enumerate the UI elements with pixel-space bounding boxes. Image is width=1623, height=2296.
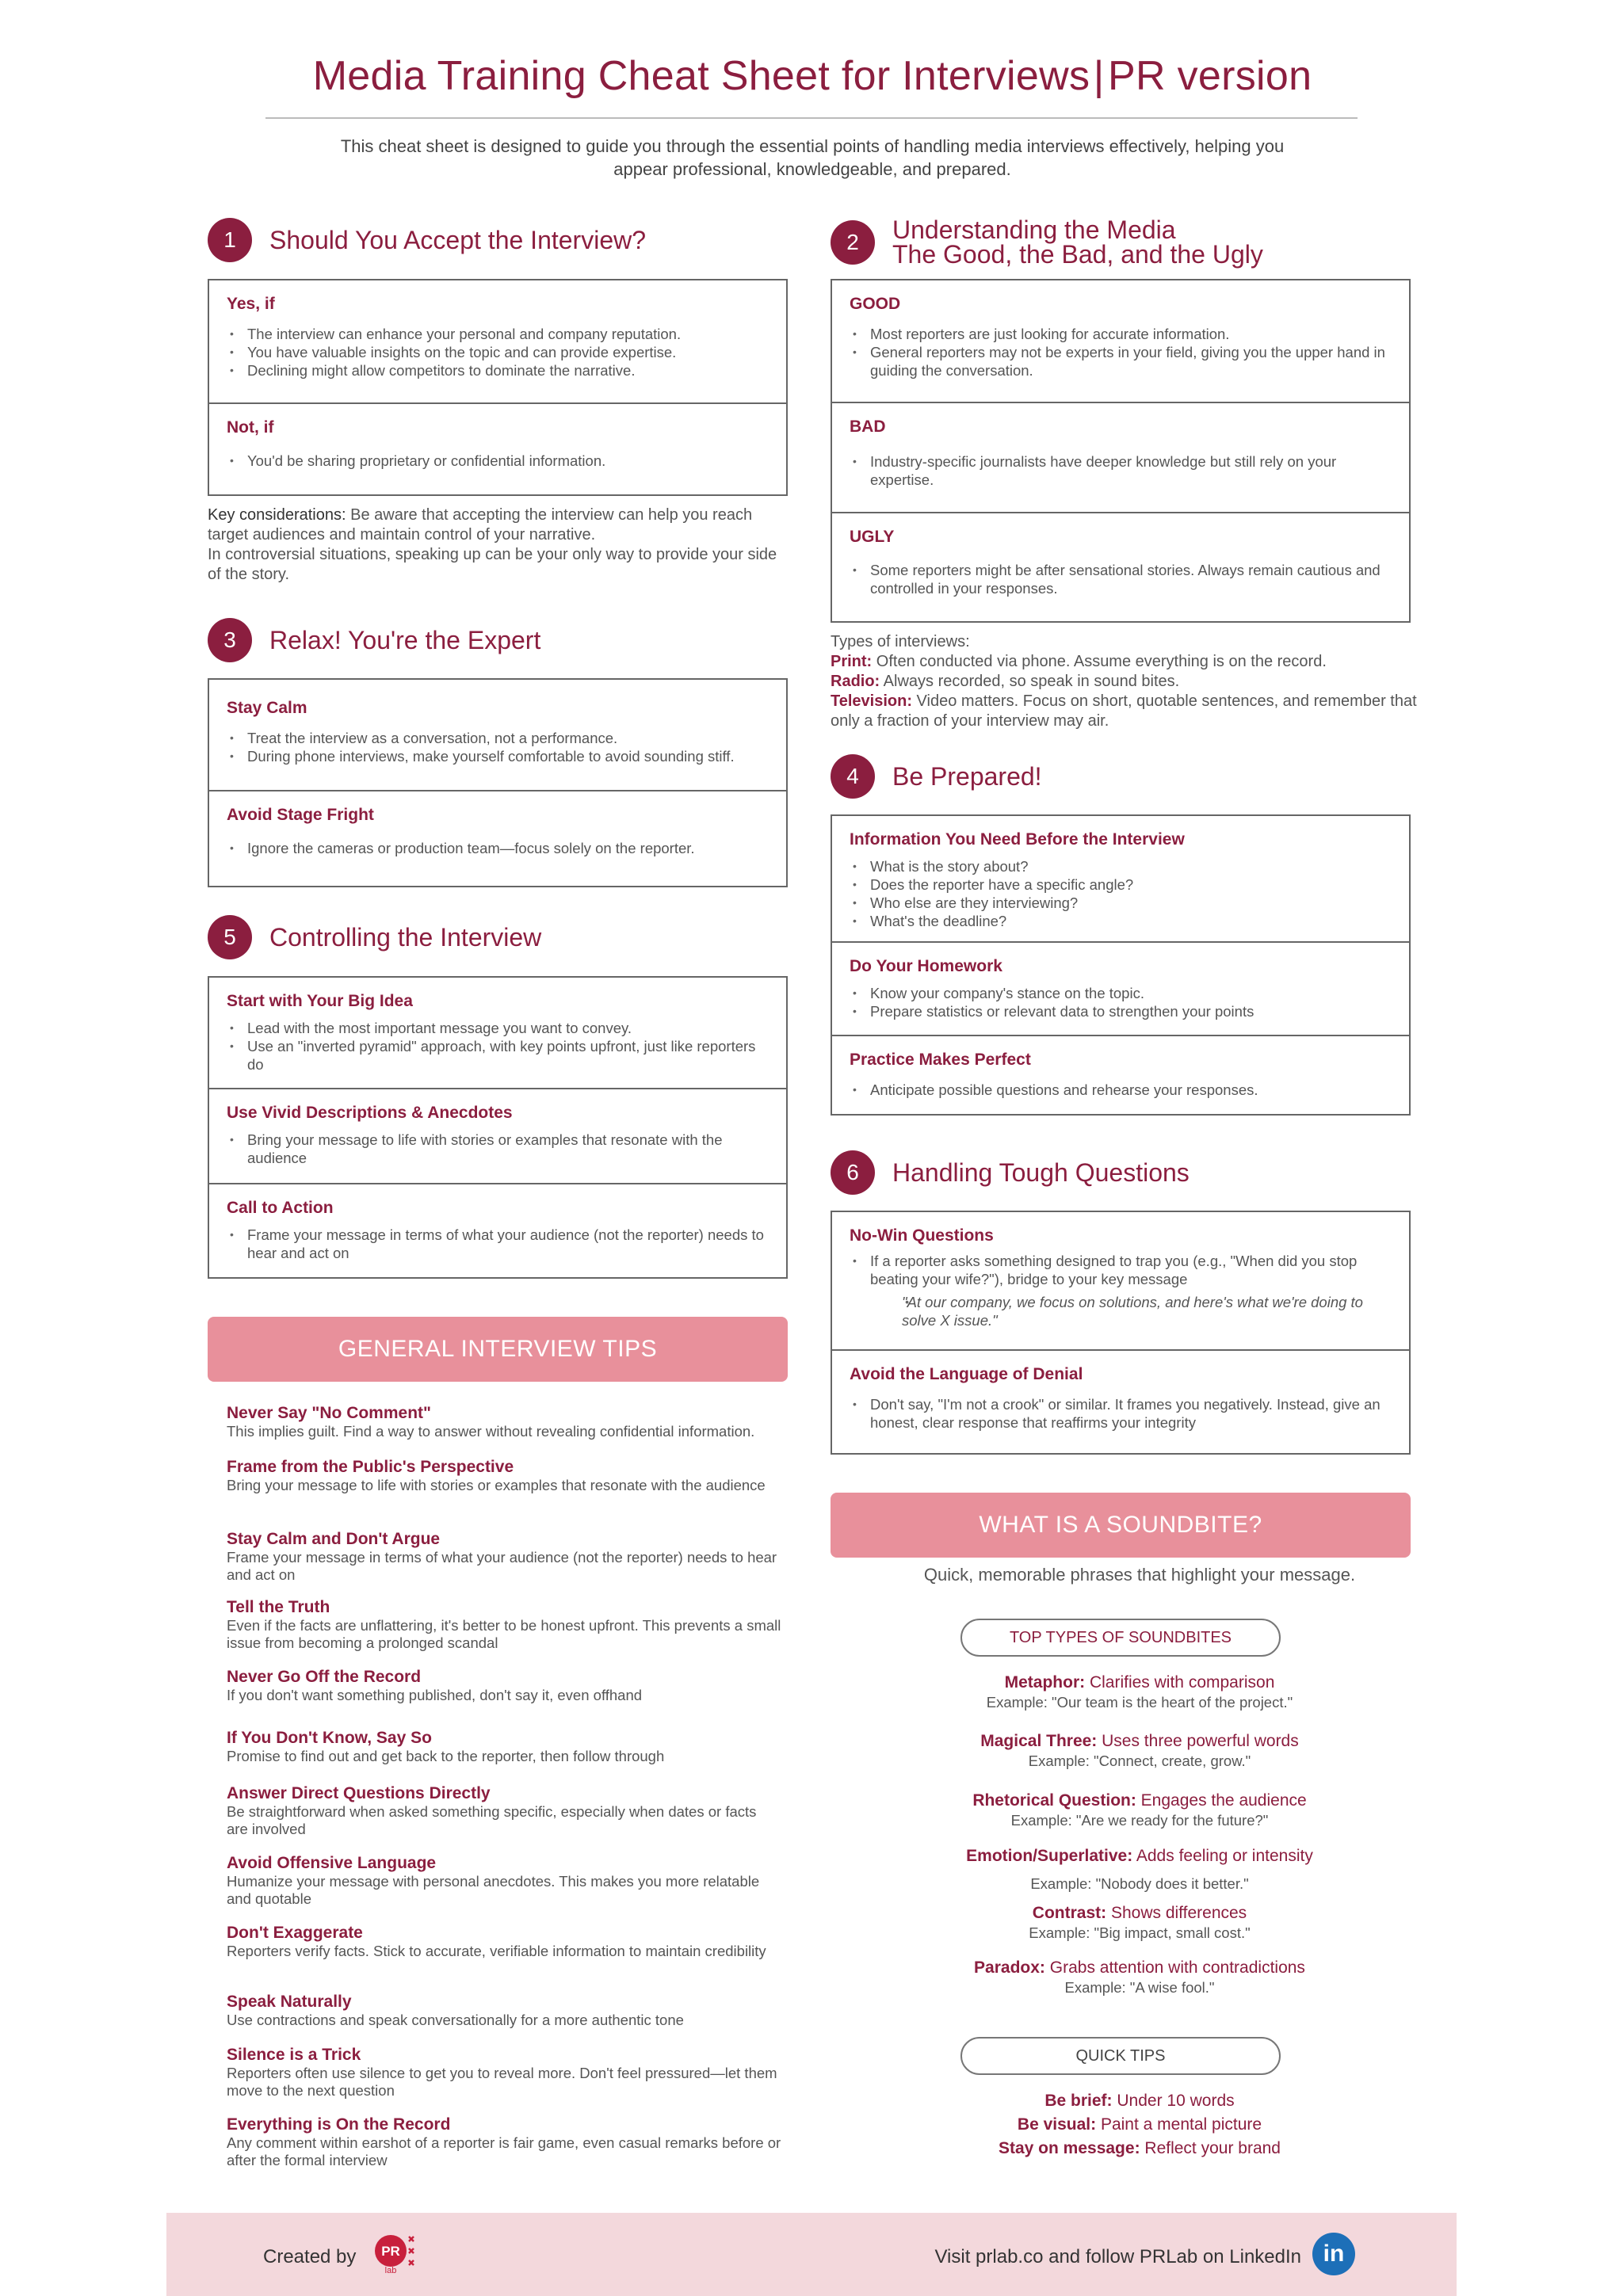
vivid-cell (209, 1089, 786, 1184)
list-item: • Ignore the cameras or production team—focus solely on the reporter. (227, 839, 770, 857)
tip-heading: Tell the Truth (227, 1598, 330, 1616)
title-divider (265, 117, 1358, 119)
logo-lab-text: lab (384, 2266, 397, 2275)
section-title: Relax! You're the Expert (269, 625, 541, 654)
section-1-header (208, 218, 646, 262)
quick-tips-pill: QUICK TIPS (960, 2037, 1281, 2075)
soundbite-type (831, 1730, 1449, 1770)
type-desc: Shows differences (1106, 1904, 1247, 1922)
tip-text: Use contractions and speak conversationally for a more authentic tone (227, 2012, 684, 2028)
logo-pr-text: PR (381, 2244, 400, 2259)
prepared-box (831, 814, 1411, 1116)
soundbite-type (831, 1845, 1449, 1893)
tip-item (227, 1924, 781, 1960)
footer (166, 2213, 1457, 2296)
cell-heading: Practice Makes Perfect (850, 1051, 1031, 1069)
section-number: 6 (831, 1150, 875, 1195)
info-cell (832, 816, 1409, 943)
section-title: Controlling the Interview (269, 922, 542, 952)
tip-item (227, 2046, 781, 2100)
tough-questions-box (831, 1211, 1411, 1455)
tip-heading: Silence is a Trick (227, 2046, 361, 2064)
cell-heading: Stay Calm (227, 699, 307, 717)
quick-tips-list (831, 2090, 1449, 2159)
section-number: 5 (208, 915, 252, 959)
type-desc: Clarifies with comparison (1085, 1673, 1275, 1691)
type-example: Example: "Our team is the heart of the project." (986, 1694, 1293, 1711)
tip-heading: Speak Naturally (227, 1993, 352, 2011)
tip-item (227, 1530, 781, 1584)
section-title: Should You Accept the Interview? (269, 225, 647, 254)
type-label: Print: (831, 653, 873, 670)
soundbite-banner: WHAT IS A SOUNDBITE? (831, 1493, 1411, 1558)
tip-item (227, 1598, 781, 1652)
tip-heading: Frame from the Public's Perspective (227, 1458, 514, 1476)
list-item: • General reporters may not be experts in your field, giving you the upper hand in guiding the conversation. (850, 343, 1393, 379)
general-tips-banner: GENERAL INTERVIEW TIPS (208, 1317, 788, 1382)
tip-heading: Avoid Offensive Language (227, 1854, 437, 1872)
stay-calm-cell (209, 680, 786, 791)
tip-heading: If You Don't Know, Say So (227, 1729, 432, 1747)
cell-heading: Not, if (227, 418, 274, 437)
cell-heading: Avoid the Language of Denial (850, 1365, 1083, 1383)
soundbite-type (831, 1672, 1449, 1711)
section-number: 3 (208, 618, 252, 662)
type-desc: Grabs attention with contradictions (1044, 1958, 1305, 1977)
tip-item (227, 1993, 781, 2029)
tip-heading: Answer Direct Questions Directly (227, 1784, 491, 1802)
tip-item (227, 1458, 781, 1494)
type-desc: Adds feeling or intensity (1132, 1847, 1313, 1865)
tip-text: Be straightforward when asked something specific, especially when dates or facts are involved (227, 1803, 757, 1837)
media-box (831, 279, 1411, 623)
list-item: • Bring your message to life with stories or examples that resonate with the audience (227, 1131, 770, 1167)
ugly-cell (832, 513, 1409, 621)
cell-heading: Call to Action (227, 1199, 334, 1217)
tip-item (227, 1784, 781, 1838)
type-label: Emotion/Superlative: (966, 1847, 1133, 1865)
tip-heading: Never Say "No Comment" (227, 1404, 431, 1422)
list-item: • Know your company's stance on the topic. (850, 984, 1393, 1002)
tip-label: Be visual: (1017, 2115, 1097, 2134)
homework-cell (832, 943, 1409, 1036)
sub-list-item: • "At our company, we focus on solutions, and here's what we're doing to solve X issue." (850, 1293, 1393, 1329)
type-label: Paradox: (974, 1958, 1045, 1977)
list-item: • The interview can enhance your personal and company reputation. (227, 325, 770, 343)
type-label: Rhetorical Question: (972, 1791, 1136, 1810)
section-title (892, 215, 1263, 269)
bad-cell (832, 403, 1409, 513)
top-types-pill: TOP TYPES OF SOUNDBITES (960, 1619, 1281, 1657)
key-text-2: In controversial situations, speaking up can be your only way to provide your side of the story. (208, 546, 777, 583)
cell-heading: UGLY (850, 528, 895, 546)
section-number: 2 (831, 220, 875, 265)
accept-box (208, 279, 788, 496)
list-item: • Don't say, "I'm not a crook" or similar. It frames you negatively. Instead, give an honest, clear response that reaffirms your integrity (850, 1395, 1393, 1432)
section-6-header (831, 1150, 1190, 1195)
denial-cell (832, 1351, 1409, 1453)
type-text: Video matters. Focus on short, quotable sentences, and remember that only a fraction of your interview may air. (831, 692, 1417, 730)
cell-heading: Start with Your Big Idea (227, 992, 413, 1010)
interview-types (831, 632, 1417, 731)
list-item: • You'd be sharing proprietary or confidential information. (227, 452, 770, 470)
big-idea-cell (209, 978, 786, 1089)
tip-text: Any comment within earshot of a reporter is fair game, even casual remarks before or after the formal interview (227, 2134, 781, 2168)
list-item: • Does the reporter have a specific angle? (850, 875, 1393, 894)
soundbite-subtitle: Quick, memorable phrases that highlight your message. (923, 1565, 1356, 1585)
key-text: Be aware that accepting the interview can help you reach target audiences and maintain control of your narrative. (208, 506, 753, 543)
type-example: Example: "Big impact, small cost." (1029, 1924, 1251, 1941)
tip-text: Reporters verify facts. Stick to accurate, verifiable information to maintain credibility (227, 1943, 766, 1959)
linkedin-icon[interactable]: in (1312, 2233, 1355, 2275)
page-title (265, 52, 1359, 100)
type-desc: Engages the audience (1136, 1791, 1307, 1810)
cell-heading: BAD (850, 418, 886, 436)
type-desc: Uses three powerful words (1097, 1732, 1299, 1750)
section-number: 1 (208, 218, 252, 262)
tip-desc: Under 10 words (1112, 2092, 1235, 2110)
type-text: Always recorded, so speak in sound bites. (880, 673, 1180, 690)
tip-label: Stay on message: (998, 2139, 1140, 2157)
tip-text: Promise to find out and get back to the reporter, then follow through (227, 1748, 665, 1764)
section-title: Be Prepared! (892, 761, 1042, 791)
soundbite-type (831, 1902, 1449, 1942)
stage-fright-cell (209, 791, 786, 886)
intro-text: This cheat sheet is designed to guide you through the essential points of handling media interviews effectively, helping you appear professional, knowledgeable, and prepared. (340, 136, 1285, 179)
visit-link-text[interactable]: Visit prlab.co and follow PRLab on LinkedIn (934, 2246, 1301, 2267)
tip-item (227, 2115, 781, 2169)
tip-heading: Never Go Off the Record (227, 1668, 422, 1686)
list-item: • Most reporters are just looking for accurate information. (850, 325, 1393, 343)
type-example: Example: "Connect, create, grow." (1028, 1753, 1251, 1769)
prlab-logo-icon[interactable] (374, 2232, 420, 2278)
type-example: Example: "Nobody does it better." (1030, 1875, 1249, 1892)
list-item: • Frame your message in terms of what your audience (not the reporter) needs to hear and act on (227, 1226, 770, 1262)
no-win-cell (832, 1212, 1409, 1351)
list-item: • Anticipate possible questions and rehearse your responses. (850, 1081, 1393, 1099)
expert-box (208, 678, 788, 887)
cell-heading: GOOD (850, 295, 901, 313)
type-text: Often conducted via phone. Assume everything is on the record. (872, 653, 1327, 670)
title-version: PR version (1107, 53, 1312, 99)
title-separator: | (1093, 53, 1105, 99)
type-label: Metaphor: (1004, 1673, 1086, 1691)
controlling-box (208, 976, 788, 1279)
tip-text: If you don't want something published, don't say it, even offhand (227, 1687, 643, 1703)
type-example: Example: "A wise fool." (1064, 1979, 1215, 1996)
list-item: • Some reporters might be after sensational stories. Always remain cautious and controlled in your responses. (850, 561, 1393, 597)
cell-heading: Do Your Homework (850, 957, 1002, 975)
list-item: • If a reporter asks something designed to trap you (e.g., "When did you stop beating your wife?"), bridge to your key message (850, 1252, 1393, 1288)
tip-text: Humanize your message with personal anecdotes. This makes you more relatable and quotable (227, 1873, 760, 1907)
cell-heading: Yes, if (227, 295, 275, 313)
list-item: • Prepare statistics or relevant data to strengthen your points (850, 1002, 1393, 1020)
section-4-header (831, 754, 1042, 799)
cell-heading: Avoid Stage Fright (227, 806, 374, 824)
section-5-header (208, 915, 541, 959)
cell-heading: No-Win Questions (850, 1226, 994, 1245)
section-title-line-1: Understanding the Media (892, 215, 1176, 244)
section-title-line-2: The Good, the Bad, and the Ugly (892, 240, 1263, 269)
cell-heading: Information You Need Before the Interview (850, 830, 1185, 849)
list-item: • Who else are they interviewing? (850, 894, 1393, 912)
type-example: Example: "Are we ready for the future?" (1010, 1812, 1269, 1829)
type-label: Radio: (831, 673, 880, 690)
list-item: • You have valuable insights on the topic and can provide expertise. (227, 343, 770, 361)
list-item: • Declining might allow competitors to dominate the narrative. (227, 361, 770, 379)
not-cell (209, 404, 786, 494)
soundbite-type (831, 1957, 1449, 1997)
yes-cell (209, 280, 786, 404)
section-number: 4 (831, 754, 875, 799)
soundbite-type (831, 1790, 1449, 1829)
practice-cell (832, 1036, 1409, 1114)
list-item: • Use an "inverted pyramid" approach, with key points upfront, just like reporters do (227, 1037, 770, 1074)
tip-heading: Don't Exaggerate (227, 1924, 363, 1942)
tip-item (227, 1404, 781, 1440)
tip-item (227, 1729, 781, 1765)
cta-cell (209, 1184, 786, 1277)
list-item: • What's the deadline? (850, 912, 1393, 930)
type-label: Magical Three: (980, 1732, 1098, 1750)
tip-heading: Stay Calm and Don't Argue (227, 1530, 441, 1548)
list-item: • Treat the interview as a conversation, not a performance. (227, 729, 770, 747)
good-cell (832, 280, 1409, 403)
section-3-header (208, 618, 540, 662)
list-item: • What is the story about? (850, 857, 1393, 875)
created-by-label: Created by (263, 2246, 357, 2267)
tip-text: Even if the facts are unflattering, it's better to be honest upfront. This prevents a small issue from becoming a prolonged scandal (227, 1617, 781, 1651)
title-main: Media Training Cheat Sheet for Interviews (312, 53, 1090, 99)
types-heading: Types of interviews: (831, 633, 970, 650)
tip-desc: Reflect your brand (1140, 2139, 1281, 2157)
type-label: Contrast: (1032, 1904, 1107, 1922)
tip-desc: Paint a mental picture (1096, 2115, 1262, 2134)
type-label: Television: (831, 692, 912, 710)
list-item: • Lead with the most important message you want to convey. (227, 1019, 770, 1037)
tip-text: This implies guilt. Find a way to answer without revealing confidential information. (227, 1423, 755, 1440)
key-considerations (208, 505, 790, 585)
section-title: Handling Tough Questions (892, 1158, 1190, 1187)
key-label: Key considerations: (208, 506, 346, 524)
cell-heading: Use Vivid Descriptions & Anecdotes (227, 1104, 513, 1122)
section-2-header (831, 215, 1263, 269)
tip-label: Be brief: (1044, 2092, 1113, 2110)
tip-item (227, 1854, 781, 1908)
list-item: • Industry-specific journalists have deeper knowledge but still rely on your expertise. (850, 452, 1393, 489)
tip-item (227, 1668, 781, 1704)
tip-text: Bring your message to life with stories or examples that resonate with the audience (227, 1477, 766, 1493)
list-item: • During phone interviews, make yourself comfortable to avoid sounding stiff. (227, 747, 770, 765)
tip-text: Frame your message in terms of what your audience (not the reporter) needs to hear and act on (227, 1549, 777, 1583)
tip-heading: Everything is On the Record (227, 2115, 451, 2134)
tip-text: Reporters often use silence to get you to reveal more. Don't feel pressured—let them move to the next question (227, 2065, 777, 2099)
